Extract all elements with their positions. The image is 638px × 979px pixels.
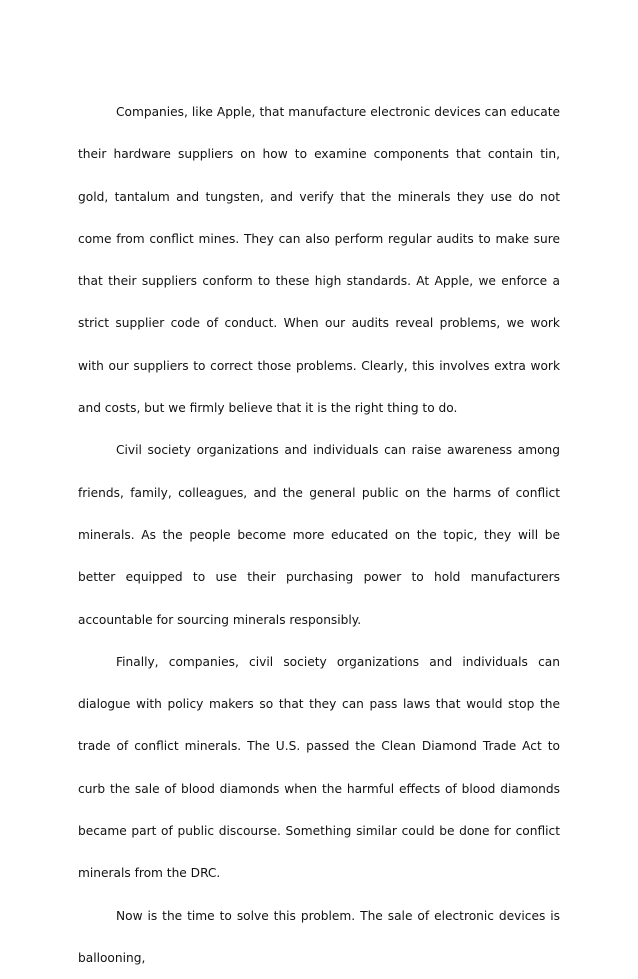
document-body [78, 91, 560, 979]
paragraph-policy-dialogue: Finally, companies, civil society organizations and individuals can dialogue with policy makers so that they can pass laws that would stop the trade of conflict minerals. The U.S. passed the Clean Diamond Trade Act to curb the sale of blood diamonds when the harmful effects of blood diamonds became part of public discourse. Something similar could be done for conflict minerals from the DRC. [78, 654, 560, 881]
paragraph-call-to-action: Now is the time to solve this problem. The sale of electronic devices is ballooning, [78, 908, 560, 965]
paragraph-supplier-education: Companies, like Apple, that manufacture electronic devices can educate their hardware suppliers on how to examine components that contain tin, gold, tantalum and tungsten, and verify that the minerals they use do not come from conflict mines. They can also perform regular audits to make sure that their suppliers conform to these high standards. At Apple, we enforce a strict supplier code of conduct. When our audits reveal problems, we work with our suppliers to correct those problems. Clearly, this involves extra work and costs, but we firmly believe that it is the right thing to do. [78, 105, 560, 416]
paragraph-raise-awareness: Civil society organizations and individuals can raise awareness among friends, family, colleagues, and the general public on the harms of conflict minerals. As the people become more educated on the topic, they will be better equipped to use their purchasing power to hold manufacturers accountable for sourcing minerals responsibly. [78, 443, 560, 627]
